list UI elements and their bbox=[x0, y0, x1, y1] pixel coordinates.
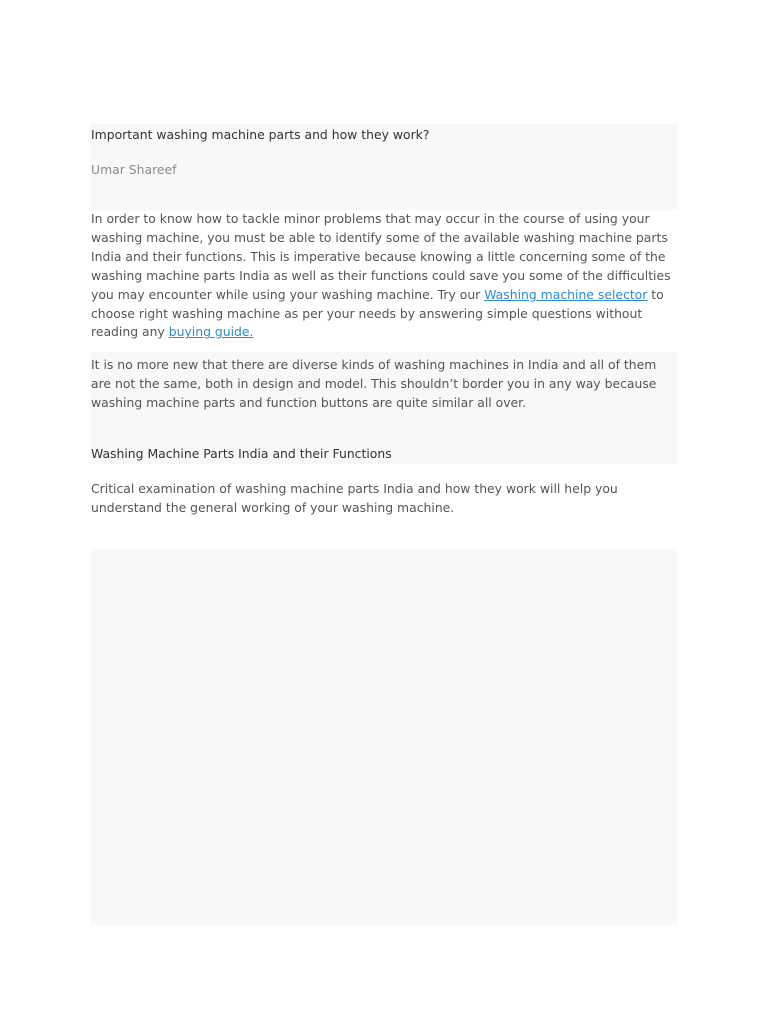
image-placeholder bbox=[90, 549, 678, 925]
intro-text-part1: In order to know how to tackle minor problems that may occur in the course of using your washing machine, you must be able to identify some of the available washing machine parts India and their functions. This is imperative because knowing a little concerning some of the washing machine parts India as well as their functions could save you some of the difficulties you may encounter while using your washing machine. Try our bbox=[91, 211, 671, 302]
author-name: Umar Shareef bbox=[91, 162, 177, 177]
intro-paragraph bbox=[91, 210, 679, 342]
third-paragraph: Critical examination of washing machine parts India and how they work will help you understand the general working of your washing machine. bbox=[91, 481, 618, 515]
article-title: Important washing machine parts and how they work? bbox=[91, 127, 430, 142]
buying-guide-link[interactable]: buying guide. bbox=[168, 324, 254, 340]
washing-machine-selector-link[interactable]: Washing machine selector bbox=[484, 286, 648, 302]
intro-text-part2: to choose right washing machine as per your needs by answering simple questions without reading any bbox=[91, 286, 664, 340]
second-paragraph: It is no more new that there are diverse kinds of washing machines in India and all of them are not the same, both in design and model. This shouldn’t border you in any way because washing machine parts and function buttons are quite similar all over. bbox=[91, 357, 657, 410]
section-subheading: Washing Machine Parts India and their Functions bbox=[91, 446, 392, 461]
